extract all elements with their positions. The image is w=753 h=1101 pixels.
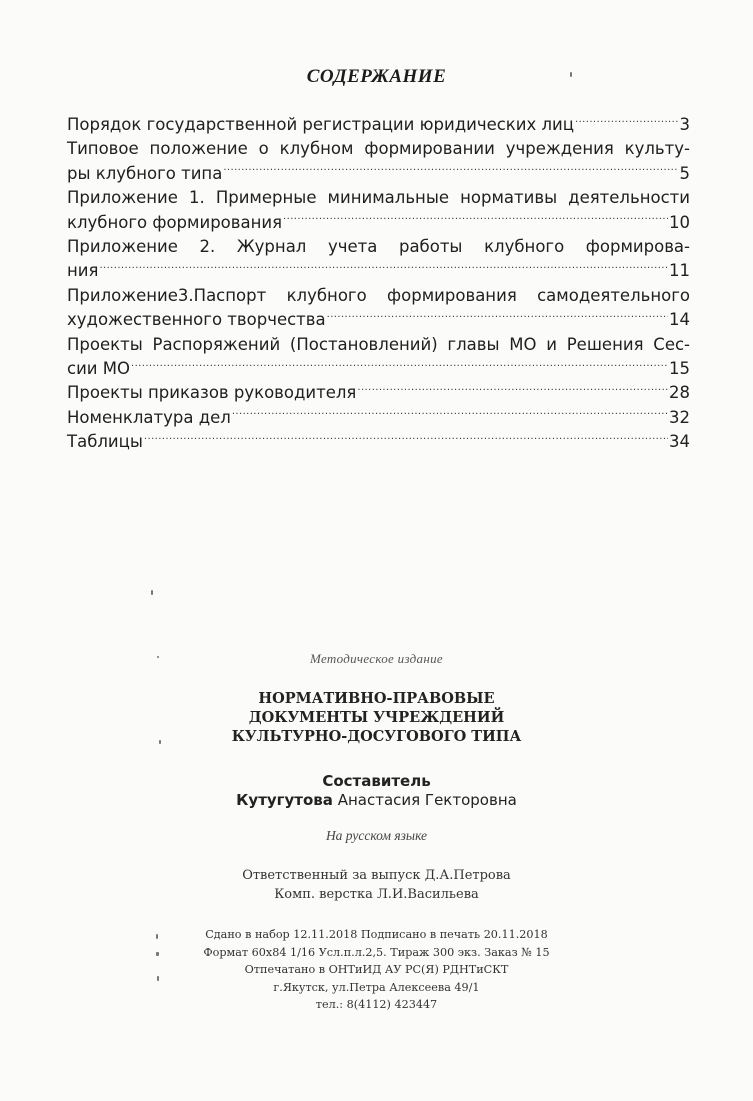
scan-speck bbox=[157, 656, 159, 658]
toc-page-number: 3 bbox=[679, 115, 690, 134]
compiler-given-name: Анастасия Гекторовна bbox=[337, 791, 517, 809]
toc-page-number: 5 bbox=[679, 163, 690, 183]
toc-entry bbox=[67, 235, 690, 284]
dot-leader bbox=[144, 431, 668, 448]
responsible-persons bbox=[0, 866, 753, 904]
scan-speck bbox=[156, 952, 159, 956]
dot-leader bbox=[575, 114, 678, 131]
toc-page-number: 28 bbox=[669, 383, 690, 403]
toc-entry bbox=[67, 113, 690, 137]
toc-entry bbox=[67, 137, 690, 186]
toc-entry-title-continued: художественного творчества bbox=[67, 310, 326, 330]
toc-entry-title-continued: клубного формирования bbox=[67, 212, 283, 232]
toc-entry bbox=[67, 186, 690, 235]
imprint-block bbox=[0, 651, 753, 1014]
dot-leader bbox=[99, 260, 668, 277]
book-title-line: КУЛЬТУРНО-ДОСУГОВОГО ТИПА bbox=[231, 728, 522, 745]
toc-entry-title: Проекты приказов руководителя bbox=[67, 383, 357, 403]
responsible-editor: Ответственный за выпуск Д.А.Петрова bbox=[242, 868, 511, 883]
print-detail-line: Сдано в набор 12.11.2018 Подписано в печать 20.11.2018 bbox=[205, 928, 548, 941]
scan-speck bbox=[159, 740, 161, 744]
book-title bbox=[0, 689, 753, 746]
toc-page-number: 15 bbox=[669, 359, 690, 379]
print-detail-line: Формат 60х84 1/16 Усл.п.л.2,5. Тираж 300 экз. Заказ № 15 bbox=[203, 945, 550, 959]
compiler-surname: Кутугутова bbox=[236, 791, 333, 809]
toc-page-number: 32 bbox=[669, 407, 690, 427]
toc-entry bbox=[67, 406, 690, 430]
table-of-contents bbox=[67, 113, 690, 455]
toc-page-number: 14 bbox=[669, 310, 690, 330]
layout-credit: Комп. верстка Л.И.Васильева bbox=[274, 887, 479, 902]
toc-entry-title: Проекты Распоряжений (Постановлений) главы МО и Решения Сес- bbox=[67, 334, 690, 354]
compiler-label: Составитель bbox=[322, 772, 431, 790]
dot-leader bbox=[357, 382, 668, 399]
toc-entry-title: Таблицы bbox=[67, 432, 143, 452]
toc-entry-title: Номенклатура дел bbox=[67, 407, 231, 427]
contents-heading: СОДЕРЖАНИЕ bbox=[306, 66, 447, 87]
dot-leader bbox=[223, 162, 678, 179]
toc-entry bbox=[67, 430, 690, 454]
toc-entry bbox=[67, 284, 690, 333]
toc-entry-title-continued: ры клубного типа bbox=[67, 163, 223, 183]
toc-entry-title: Приложение3.Паспорт клубного формирования самодеятельного bbox=[67, 285, 690, 305]
scan-speck bbox=[151, 590, 153, 595]
dot-leader bbox=[283, 211, 668, 228]
scan-speck bbox=[570, 72, 572, 77]
publication-genre: Методическое издание bbox=[310, 651, 443, 666]
book-title-line: ДОКУМЕНТЫ УЧРЕЖДЕНИЙ bbox=[248, 709, 505, 726]
dot-leader bbox=[232, 406, 668, 423]
toc-entry-title: Типовое положение о клубном формировании учреждения культу- bbox=[67, 139, 690, 159]
print-detail-line: г.Якутск, ул.Петра Алексеева 49/1 bbox=[273, 980, 480, 994]
scan-speck bbox=[156, 934, 158, 939]
toc-entry bbox=[67, 333, 690, 382]
scan-speck bbox=[157, 976, 159, 981]
toc-page-number: 34 bbox=[669, 432, 690, 452]
print-detail-line: тел.: 8(4112) 423447 bbox=[315, 998, 438, 1011]
toc-page-number: 11 bbox=[669, 261, 690, 281]
dot-leader bbox=[131, 358, 668, 375]
compiler-name bbox=[0, 790, 753, 810]
toc-entry-title: Порядок государственной регистрации юридических лиц bbox=[67, 115, 575, 134]
toc-entry-title: Приложение 1. Примерные минимальные нормативы деятельности bbox=[67, 188, 690, 208]
toc-page-number: 10 bbox=[669, 212, 690, 232]
toc-entry-title-continued: сии МО bbox=[67, 359, 130, 379]
publication-language: На русском языке bbox=[325, 828, 428, 843]
toc-entry-title-continued: ния bbox=[67, 261, 99, 281]
dot-leader bbox=[327, 309, 668, 326]
book-title-line: НОРМАТИВНО-ПРАВОВЫЕ bbox=[258, 690, 495, 707]
print-detail-line: Отпечатано в ОНТиИД АУ РС(Я) РДНТиСКТ bbox=[244, 963, 509, 976]
toc-entry-title: Приложение 2. Журнал учета работы клубного формирова- bbox=[67, 237, 690, 257]
toc-entry bbox=[67, 381, 690, 405]
print-details bbox=[0, 926, 753, 1014]
